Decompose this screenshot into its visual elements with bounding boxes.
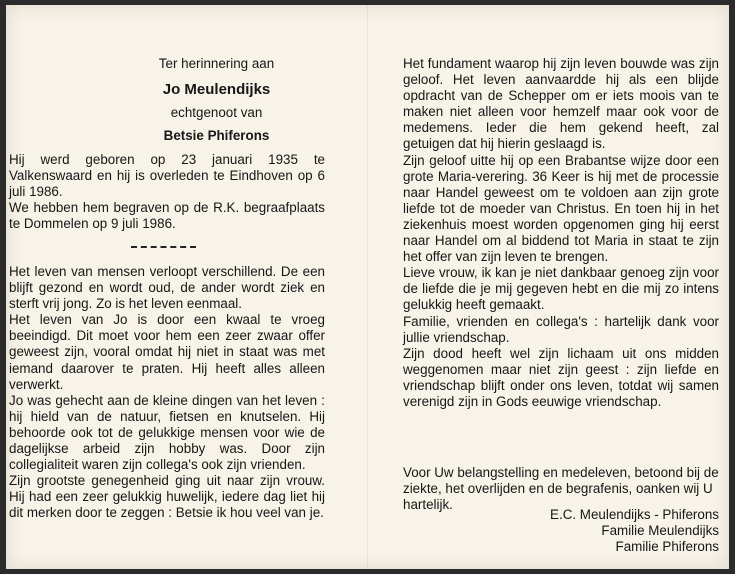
left-paragraph-2: Het leven van Jo is door een kwaal te vroeg beeindigd. Dit moet voor hem een zeer zwaar offer geweest zijn, vooral omdat hij niet in staat was met iemand daarover te praten. Hij heeft alles alleen verwerkt. — [9, 312, 325, 392]
signature-2: Familie Meulendijks — [601, 523, 719, 539]
right-paragraph-4: Familie, vrienden en collega's : hartelijk dank voor jullie vriendschap. — [403, 313, 719, 345]
right-body-text — [403, 56, 719, 410]
birth-death-line: Hij werd geboren op 23 januari 1935 te Valkenswaard en hij is overleden te Eindhoven op 6 juli 1986. — [9, 152, 325, 200]
closing-text: Voor Uw belangstelling en medeleven, betoond bij de ziekte, het overlijden en de begrafenis, oanken wij U hartelijk. — [403, 465, 719, 513]
left-body-text — [9, 264, 325, 522]
right-paragraph-3: Lieve vrouw, ik kan je niet dankbaar genoeg zijn voor de liefde die je mij gegeven hebt en die mij zo intens gelukkig heeft gemaakt. — [403, 265, 719, 313]
burial-line: We hebben hem begraven op de R.K. begraafplaats te Dommelen op 9 juli 1986. — [9, 200, 325, 232]
right-paragraph-5: Zijn dood heeft wel zijn lichaam uit ons midden weggenomen maar niet zijn geest : zijn liefde en vriendschap blijft onder ons leven, totdat wij samen verenigd zijn in Gods eeuwige vriendschap. — [403, 345, 719, 409]
signature-3: Familie Phiferons — [615, 539, 719, 555]
in-memory-line: Ter herinnering aan — [158, 56, 275, 71]
card-fold — [367, 5, 368, 569]
signature-1: E.C. Meulendijks - Phiferons — [550, 507, 719, 522]
left-paragraph-4: Zijn grootste genegenheid ging uit naar zijn vrouw. Hij had een zeer gelukkig huwelijk, iedere dag liet hij dit merken door te zeggen : Betsie ik hou veel van je. — [9, 473, 325, 521]
spouse-of-line: echtgenoot van — [170, 105, 263, 120]
right-paragraph-1: Het fundament waarop hij zijn leven bouwde was zijn geloof. Het leven aanvaardde hij als een blijde opdracht van de Schepper om er iets moois van te maken niet alleen voor hemzelf maar ook voor de medemens. Ieder die hem gekend heeft, zal getuigen dat hij hierin geslaagd is. — [403, 56, 719, 152]
left-divider — [131, 246, 196, 248]
name-line: Jo Meulendijks — [162, 81, 271, 98]
signature-block — [503, 507, 719, 555]
left-paragraph-1: Het leven van mensen verloopt verschillend. De een blijft gezond en wordt oud, de ander wordt ziek en sterft vrij jong. Zo is het leven eenmaal. — [9, 264, 325, 312]
memorial-card — [6, 5, 729, 569]
spouse-line: Betsie Phiferons — [163, 128, 270, 143]
right-paragraph-2: Zijn geloof uitte hij op een Brabantse wijze door een grote Maria-verering. 36 Keer is hij met de processie naar Handel geweest om te voldoen aan zijn grote liefde tot de moeder van Christus. En toen hij in het ziekenhuis moest worden opgenomen ging hij eerst naar Handel om al biddend tot Maria in staat te zijn het offer van zijn leven te brengen. — [403, 152, 719, 265]
left-paragraph-3: Jo was gehecht aan de kleine dingen van het leven : hij hield van de natuur, fietsen en knutselen. Hij behoorde ook tot de gelukkige mensen voor wie de dagelijkse arbeid zijn hobby was. Door zijn collegialiteit waren zijn collega's ook zijn vrienden. — [9, 392, 325, 473]
